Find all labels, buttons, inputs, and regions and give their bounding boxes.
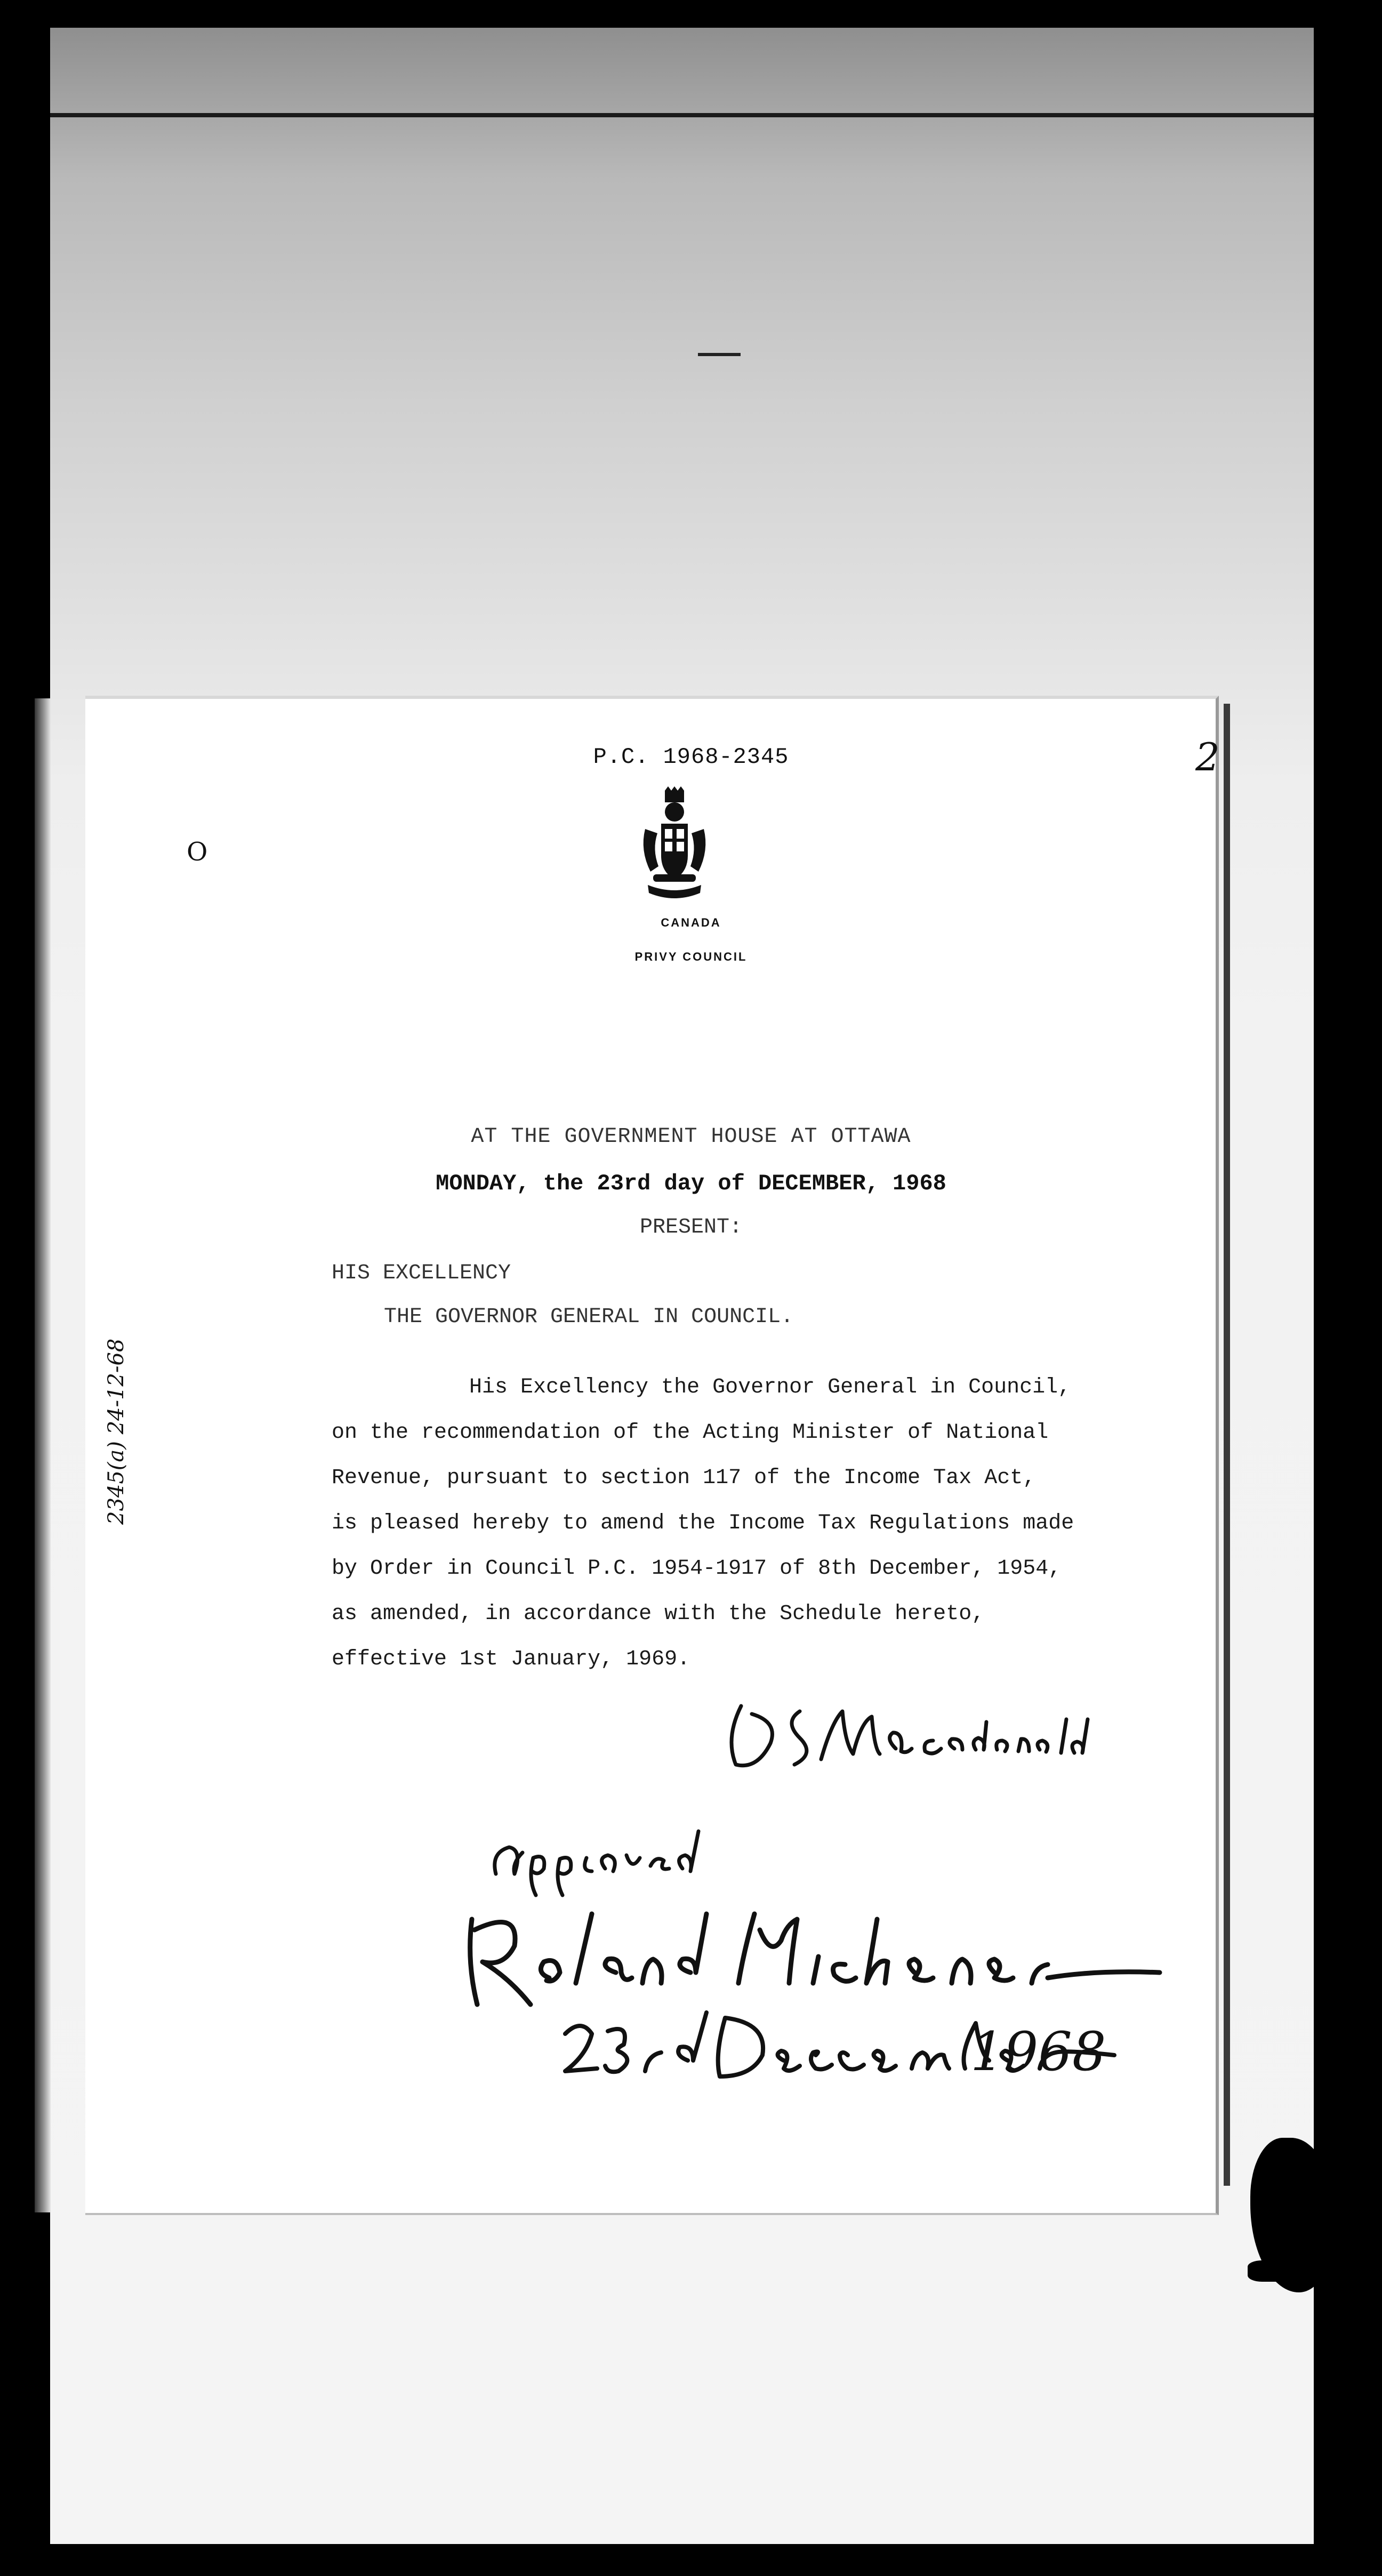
handwritten-year-text: 1968 (970, 2020, 1106, 2083)
margin-handwritten-note: 2345(a) 24-12-68 (104, 1338, 128, 1525)
body-line: on the recommendation of the Acting Minister of National (332, 1421, 1049, 1445)
clerk-signature (720, 1690, 1109, 1781)
top-rule-line (50, 113, 1314, 117)
order-number: P.C. 1968-2345 (593, 744, 789, 770)
governor-general-line: THE GOVERNOR GENERAL IN COUNCIL. (384, 1305, 794, 1329)
left-circle-mark: O (187, 837, 208, 867)
body-line: is pleased hereby to amend the Income Tax Regulations made (332, 1511, 1074, 1535)
coat-of-arms-icon (637, 786, 712, 906)
body-line: Revenue, pursuant to section 117 of the Income Tax Act, (332, 1466, 1036, 1490)
body-line: by Order in Council P.C. 1954-1917 of 8th December, 1954, (332, 1557, 1062, 1581)
council-name: PRIVY COUNCIL (634, 950, 748, 963)
governor-general-signature (456, 1898, 1170, 2015)
present-label: PRESENT: (639, 1215, 743, 1239)
date-line: MONDAY, the 23rd day of DECEMBER, 1968 (436, 1171, 946, 1196)
ink-blot-small (1248, 2260, 1296, 2282)
handwritten-page-number: 2 (1195, 735, 1220, 779)
crest-caption: CANADA (661, 916, 721, 929)
scan-dash-mark (698, 353, 741, 356)
approved-handwriting (485, 1821, 784, 1901)
his-excellency-line: HIS EXCELLENCY (332, 1261, 511, 1285)
body-line: as amended, in accordance with the Schedule hereto, (332, 1602, 985, 1626)
place-heading: AT THE GOVERNMENT HOUSE AT OTTAWA (471, 1125, 911, 1149)
body-line: effective 1st January, 1969. (332, 1647, 690, 1671)
body-line: His Excellency the Governor General in Council, (469, 1375, 1071, 1399)
